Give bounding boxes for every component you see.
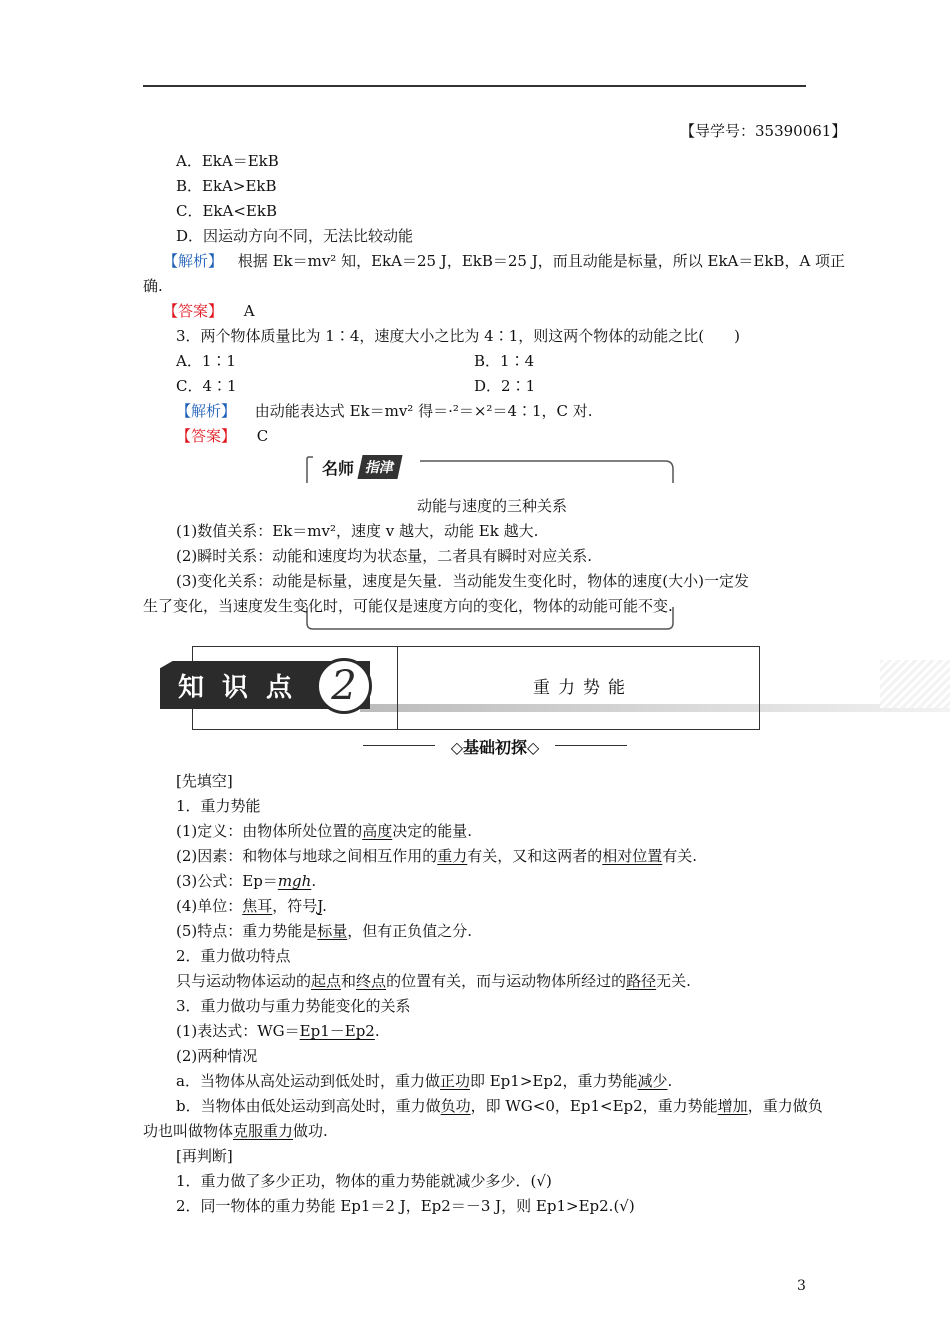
text: 决定的能量.: [392, 822, 473, 840]
blank-answer: 高度: [362, 822, 393, 840]
q3-analysis-tag: 【解析】: [176, 402, 237, 420]
blank-answer: 标量: [317, 922, 348, 940]
heading-rule-right: [555, 745, 627, 746]
text: b．当物体由低处运动到高处时，重力做: [176, 1097, 441, 1115]
q3-answer-tag: 【答案】: [176, 427, 237, 445]
blank-answer: 路径: [626, 972, 657, 990]
tip-item-3: (3)变化关系：动能是标量，速度是矢量．当动能发生变化时，物体的速度(大小)一定发: [176, 572, 749, 590]
fill-case-b: [176, 1095, 823, 1116]
blank-answer: mgh: [277, 872, 312, 890]
blank-answer: 负功: [440, 1097, 471, 1115]
blank-answer: 克服重力: [233, 1122, 294, 1140]
fill-d3: [176, 870, 316, 891]
judge-item-1: 1．重力做了多少正功，物体的重力势能就减少多少．(√): [176, 1172, 552, 1190]
header-rule: [143, 85, 806, 87]
text: .: [667, 1072, 673, 1090]
text: 只与运动物体运动的: [176, 972, 312, 990]
heading-rule-left: [363, 745, 435, 746]
text: (1)表达式：WG＝: [176, 1022, 300, 1040]
judge-tag: [再判断]: [176, 1147, 233, 1165]
q2-option-c: C．EkA<EkB: [176, 202, 277, 220]
text: ，即 WG<0，Ep1<Ep2，重力势能: [470, 1097, 718, 1115]
judge-item-2: 2．同一物体的重力势能 Ep1＝2 J，Ep2＝－3 J，则 Ep1>Ep2.(√): [176, 1197, 635, 1215]
blank-answer: 增加: [717, 1097, 748, 1115]
fill-d1: [176, 820, 472, 841]
tip-label-b: 指津: [357, 455, 402, 479]
text: ，重力做负: [747, 1097, 823, 1115]
tip-title: 动能与速度的三种关系: [417, 497, 568, 515]
blank-answer: 终点: [356, 972, 387, 990]
q3-option-a: A．1∶1: [176, 352, 236, 370]
tip-label-a: 名师: [322, 459, 355, 478]
q2-analysis-text: 根据 Ek＝mv² 知，EkA＝25 J，EkB＝25 J，而且动能是标量，所以 EkA＝EkB，A 项正: [237, 252, 846, 270]
q2-answer: [163, 300, 255, 321]
q2-analysis-tag: 【解析】: [163, 252, 224, 270]
page-number: 3: [797, 1278, 806, 1294]
blank-answer: 减少: [637, 1072, 668, 1090]
tip-item-2: (2)瞬时关系：动能和速度均为状态量，二者具有瞬时对应关系.: [176, 547, 593, 565]
kp-divider: [397, 646, 398, 730]
fill-case-b-cont: [143, 1120, 328, 1141]
q2-answer-tag: 【答案】: [163, 302, 224, 320]
q2-answer-value: A: [243, 302, 255, 320]
fill-d2: [176, 845, 697, 866]
text: 即 Ep1>Ep2，重力势能: [469, 1072, 638, 1090]
text: 和: [341, 972, 357, 990]
fill-h1: 1．重力势能: [176, 797, 261, 815]
text: 有关，又和这两者的: [467, 847, 603, 865]
q2-analysis: [163, 250, 845, 271]
q3-option-c: C．4∶1: [176, 377, 237, 395]
text: a．当物体从高处运动到低处时，重力做: [176, 1072, 440, 1090]
fill-case-a: [176, 1070, 672, 1091]
q3-option-d: D．2∶1: [474, 377, 536, 395]
q2-analysis-cont: 确.: [143, 277, 163, 295]
q3-stem: 3．两个物体质量比为 1∶4，速度大小之比为 4∶1，则这两个物体的动能之比( ): [176, 327, 740, 345]
kp-decoration: [880, 660, 950, 708]
tip-item-1: (1)数值关系：Ek＝mv²，速度 v 越大，动能 Ek 越大.: [176, 522, 539, 540]
fill-h3: 3．重力做功与重力势能变化的关系: [176, 997, 411, 1015]
text: (3)公式：Ep＝: [176, 872, 278, 890]
kp-label: 知识点: [178, 673, 311, 703]
q3-analysis-text: 由动能表达式 Ek＝mv² 得＝·²＝×²＝4∶1，C 对.: [254, 402, 593, 420]
kp-number: 2: [316, 658, 372, 714]
q3-answer-value: C: [256, 427, 269, 445]
text: (1)定义：由物体所处位置的: [176, 822, 363, 840]
q3-analysis: [176, 400, 593, 421]
fill-d4: [176, 895, 327, 916]
blank-answer: 重力: [437, 847, 468, 865]
q2-option-a: A．EkA＝EkB: [176, 152, 279, 170]
text: ，但有正负值之分.: [347, 922, 473, 940]
fill-d5: [176, 920, 472, 941]
section-heading-label: ◇基础初探◇: [450, 738, 540, 757]
text: (4)单位：: [176, 897, 243, 915]
text: .: [322, 897, 327, 915]
fill-e1: [176, 1020, 380, 1041]
q3-answer: [176, 425, 268, 446]
text: (5)特点：重力势能是: [176, 922, 318, 940]
q3-option-b: B．1∶4: [474, 352, 535, 370]
blank-answer: 相对位置: [602, 847, 663, 865]
text: 做功.: [293, 1122, 328, 1140]
section-heading: [363, 735, 627, 755]
kp-title: 重力势能: [533, 678, 633, 698]
text: .: [311, 872, 317, 890]
tip-item-3-cont: 生了变化，当速度发生变化时，可能仅是速度方向的变化，物体的动能可能不变.: [143, 597, 673, 615]
q2-option-b: B．EkA>EkB: [176, 177, 277, 195]
blank-answer: 焦耳: [242, 897, 273, 915]
text: (2)因素：和物体与地球之间相互作用的: [176, 847, 438, 865]
text: ，符号: [272, 897, 318, 915]
tip-label: [318, 455, 416, 479]
text: 有关.: [662, 847, 698, 865]
text: 无关.: [656, 972, 691, 990]
text: .: [374, 1022, 380, 1040]
blank-answer: J: [317, 897, 323, 915]
fill-p2: [176, 970, 691, 991]
fill-h2: 2．重力做功特点: [176, 947, 291, 965]
fill-e2: (2)两种情况: [176, 1047, 258, 1065]
blank-answer: Ep1－Ep2: [299, 1022, 375, 1040]
blank-answer: 起点: [311, 972, 342, 990]
blank-answer: 正功: [439, 1072, 470, 1090]
guide-number: 【导学号：35390061】: [680, 122, 847, 140]
q2-option-d: D．因运动方向不同，无法比较动能: [176, 227, 414, 245]
text: 功也叫做物体: [143, 1122, 234, 1140]
fill-tag: [先填空]: [176, 772, 233, 790]
text: 的位置有关，而与运动物体所经过的: [386, 972, 627, 990]
